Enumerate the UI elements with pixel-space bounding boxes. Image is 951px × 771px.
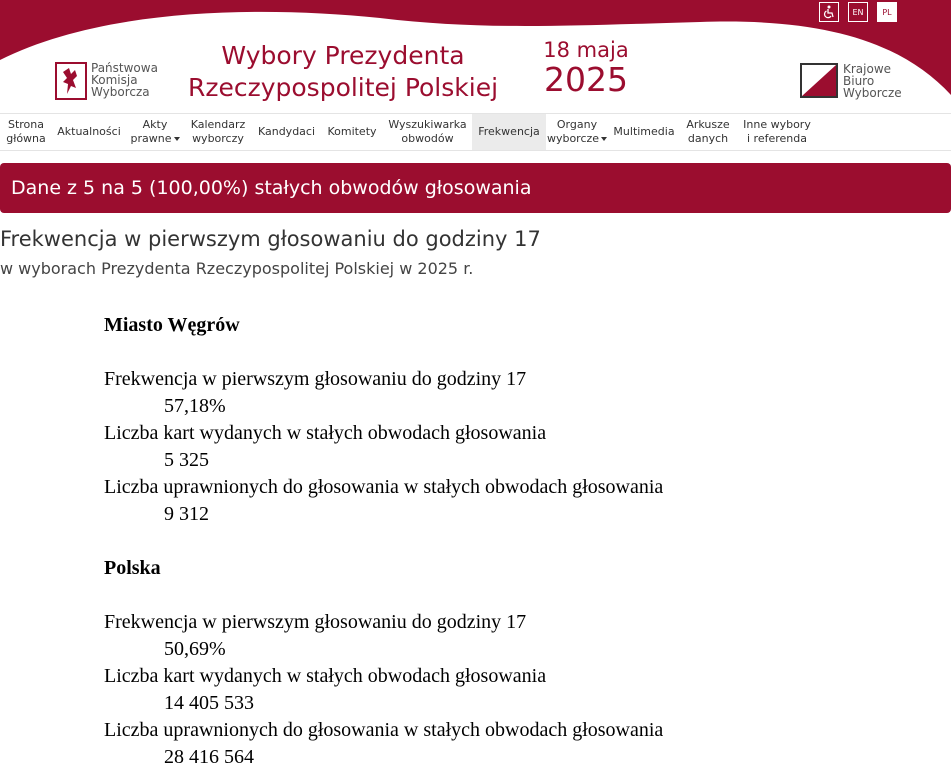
lang-en-button[interactable]: EN bbox=[848, 2, 868, 22]
page-subtitle: w wyborach Prezydenta Rzeczypospolitej Polskiej w 2025 r. bbox=[0, 259, 474, 278]
nav-kalendarz-wyborczy[interactable] bbox=[184, 114, 252, 150]
chevron-down-icon bbox=[174, 137, 180, 141]
eagle-emblem-icon bbox=[700, 25, 770, 105]
nav-organy-wyborcze[interactable] bbox=[546, 114, 608, 150]
election-title-line1: Wybory Prezydenta bbox=[221, 41, 465, 70]
election-date-day: 18 maja bbox=[543, 38, 629, 62]
nav-label: Aktualności bbox=[57, 125, 121, 138]
election-title bbox=[182, 40, 504, 104]
row-label: Liczba kart wydanych w stałych obwodach głosowania bbox=[104, 422, 547, 444]
nav-label: Arkusze bbox=[686, 118, 730, 131]
row-label: Liczba uprawnionych do głosowania w stałych obwodach głosowania bbox=[104, 476, 664, 498]
nav-label: Kalendarz bbox=[190, 118, 246, 131]
row-label: Frekwencja w pierwszym głosowaniu do godziny 17 bbox=[104, 368, 527, 390]
nav-komitety[interactable] bbox=[321, 114, 383, 150]
pkw-line-2: Komisja bbox=[91, 73, 138, 87]
kbw-line-1: Krajowe bbox=[843, 62, 892, 76]
nav-label: Wyszukiwarka bbox=[388, 118, 467, 131]
nav-label: obwodów bbox=[401, 132, 454, 145]
pkw-logo[interactable] bbox=[55, 62, 158, 100]
nav-label: Inne wybory bbox=[743, 118, 811, 131]
nav-strona-glowna[interactable] bbox=[0, 114, 52, 150]
nav-kandydaci[interactable] bbox=[252, 114, 321, 150]
nav-wyszukiwarka-obwodow[interactable] bbox=[383, 114, 472, 150]
main-nav bbox=[0, 113, 951, 151]
wheelchair-icon[interactable] bbox=[819, 2, 839, 22]
row-value: 14 405 533 bbox=[164, 692, 254, 714]
pkw-line-1: Państwowa bbox=[91, 61, 158, 75]
nav-label: Multimedia bbox=[613, 125, 675, 138]
row-value: 5 325 bbox=[164, 449, 209, 471]
page-title: Frekwencja w pierwszym głosowaniu do godziny 17 bbox=[0, 227, 541, 251]
nav-label: wyborczy bbox=[192, 132, 244, 145]
section-title: Miasto Węgrów bbox=[104, 314, 240, 336]
row-label: Frekwencja w pierwszym głosowaniu do godziny 17 bbox=[104, 611, 527, 633]
nav-label: Frekwencja bbox=[478, 125, 540, 138]
row-value: 28 416 564 bbox=[164, 746, 254, 768]
nav-label: Kandydaci bbox=[257, 125, 316, 138]
kbw-line-3: Wyborcze bbox=[843, 86, 902, 100]
kbw-mark-icon bbox=[800, 63, 838, 98]
nav-label: danych bbox=[687, 132, 729, 145]
nav-arkusze-danych[interactable] bbox=[680, 114, 736, 150]
nav-label: wyborcze bbox=[546, 132, 600, 145]
election-date bbox=[540, 38, 632, 98]
pkw-eagle-icon bbox=[55, 62, 87, 100]
election-date-year: 2025 bbox=[544, 60, 628, 99]
nav-label: główna bbox=[6, 132, 46, 145]
section-title: Polska bbox=[104, 557, 161, 579]
kbw-logo[interactable] bbox=[800, 63, 902, 99]
kbw-line-2: Biuro bbox=[843, 74, 875, 88]
nav-label: Akty bbox=[142, 118, 168, 131]
row-label: Liczba kart wydanych w stałych obwodach głosowania bbox=[104, 665, 547, 687]
row-label: Liczba uprawnionych do głosowania w stałych obwodach głosowania bbox=[104, 719, 664, 741]
top-toolbar bbox=[819, 2, 897, 22]
site-header bbox=[0, 0, 951, 113]
results bbox=[104, 312, 663, 771]
nav-label: prawne bbox=[130, 132, 172, 145]
chevron-down-icon bbox=[601, 137, 607, 141]
nav-frekwencja[interactable] bbox=[472, 114, 546, 150]
nav-label: Strona bbox=[7, 118, 45, 131]
nav-akty-prawne[interactable] bbox=[126, 114, 184, 150]
nav-multimedia[interactable] bbox=[608, 114, 680, 150]
pkw-line-3: Wyborcza bbox=[91, 85, 150, 99]
row-value: 57,18% bbox=[164, 395, 226, 417]
lang-pl-button[interactable]: PL bbox=[877, 2, 897, 22]
row-value: 50,69% bbox=[164, 638, 226, 660]
nav-label: Komitety bbox=[327, 125, 377, 138]
nav-inne-wybory[interactable] bbox=[736, 114, 818, 150]
nav-label: Organy bbox=[556, 118, 598, 131]
row-value: 9 312 bbox=[164, 503, 209, 525]
nav-label: i referenda bbox=[747, 132, 807, 145]
election-title-line2: Rzeczypospolitej Polskiej bbox=[187, 73, 499, 102]
data-status-banner: Dane z 5 na 5 (100,00%) stałych obwodów głosowania bbox=[0, 163, 951, 213]
nav-aktualnosci[interactable] bbox=[52, 114, 126, 150]
